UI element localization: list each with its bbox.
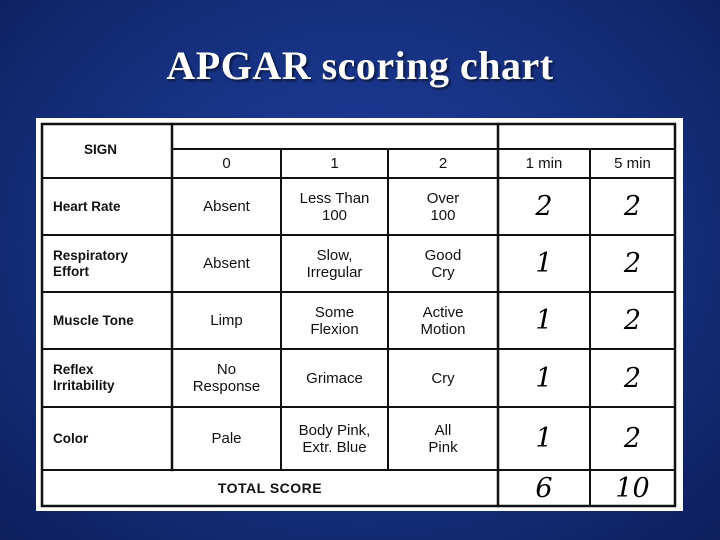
muscle-tone-score-0: Limp	[210, 312, 243, 329]
respiratory-score-1: Slow, Irregular	[306, 246, 363, 281]
color-1min-score: 1	[535, 423, 553, 454]
color-score-0: Pale	[211, 430, 242, 447]
muscle-tone-1min-score: 1	[535, 305, 553, 336]
reflex-5min-score: 2	[623, 362, 642, 394]
heart-rate-5min-score: 2	[623, 191, 642, 222]
sign-muscle-tone: Muscle Tone	[53, 312, 134, 328]
sign-color: Color	[53, 430, 89, 446]
sign-reflex-irritability: Reflex Irritability	[53, 362, 115, 393]
heart-rate-1min-score: 2	[535, 191, 553, 222]
respiratory-score-0: Absent	[203, 255, 250, 272]
total-score-label: TOTAL SCORE	[217, 479, 323, 496]
muscle-tone-score-2: Active Motion	[420, 303, 466, 338]
respiratory-1min-score: 1	[535, 248, 553, 279]
sign-respiratory-effort: Respiratory Effort	[53, 247, 129, 279]
reflex-1min-score: 1	[535, 362, 553, 394]
sign-heart-rate: Heart Rate	[53, 198, 121, 214]
total-1min-score: 6	[535, 472, 553, 504]
score-0-header: 0	[222, 155, 231, 172]
heart-rate-score-1: Less Than 100	[299, 189, 370, 224]
apgar-chart-scan	[36, 118, 683, 511]
reflex-score-2: Cry	[431, 369, 455, 387]
heart-rate-score-2: Over 100	[426, 189, 460, 224]
one-minute-header: 1 min	[525, 155, 563, 172]
reflex-score-1: Grimace	[306, 369, 363, 387]
score-1-header: 1	[330, 155, 339, 172]
respiratory-5min-score: 2	[623, 248, 642, 279]
total-5min-score: 10	[615, 472, 650, 504]
color-score-2: All Pink	[428, 421, 458, 456]
respiratory-score-2: Good Cry	[424, 246, 462, 281]
slide-title: APGAR scoring chart	[166, 43, 554, 88]
muscle-tone-score-1: Some Flexion	[310, 303, 359, 338]
muscle-tone-5min-score: 2	[623, 305, 642, 336]
color-score-1: Body Pink, Extr. Blue	[298, 421, 371, 456]
heart-rate-score-0: Absent	[203, 198, 250, 215]
reflex-score-0: No Response	[192, 361, 261, 395]
score-2-header: 2	[438, 155, 448, 172]
sign-header: SIGN	[84, 142, 118, 157]
color-5min-score: 2	[623, 423, 642, 454]
five-minute-header: 5 min	[614, 155, 651, 172]
